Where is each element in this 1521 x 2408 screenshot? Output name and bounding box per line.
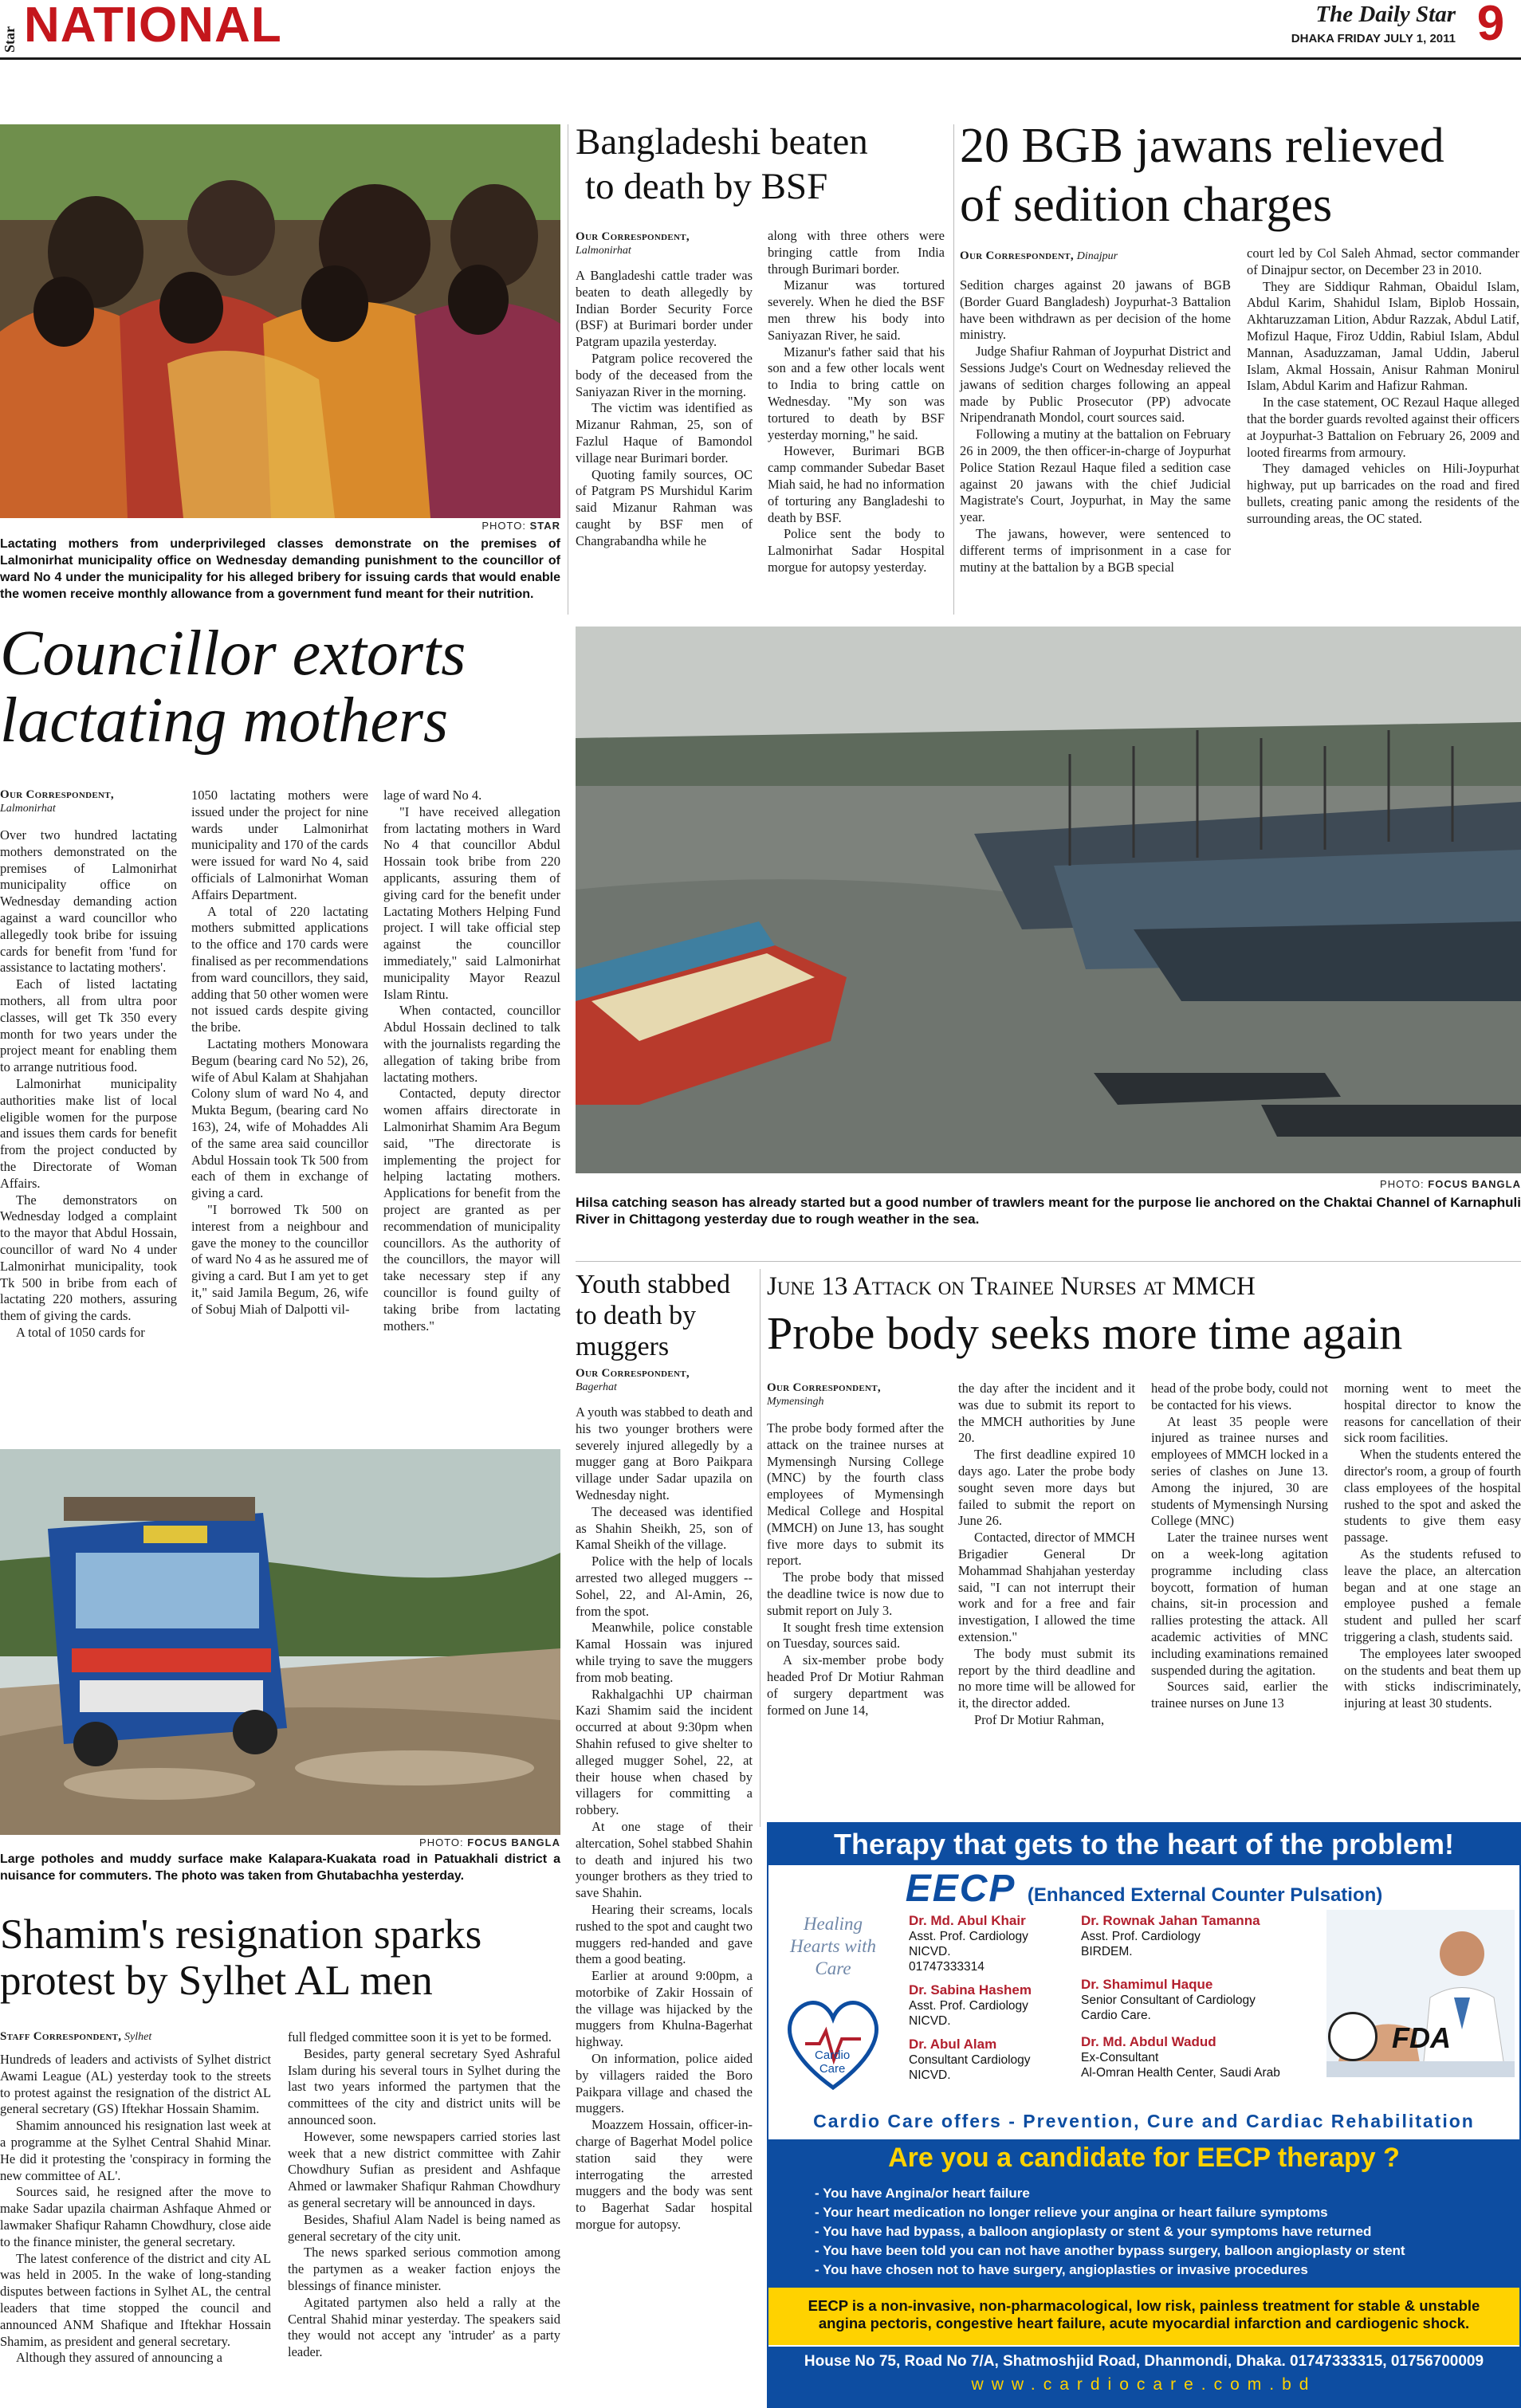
byline-location: Dinajpur: [1076, 250, 1118, 262]
heart-text-2: Hearts with: [790, 1936, 876, 1956]
headline-line-2: of sedition charges: [960, 178, 1333, 232]
headline-line-2: lactating mothers: [0, 685, 449, 756]
heart-icon: [773, 1980, 893, 2100]
byline-youth: [576, 1366, 753, 1400]
headline-line-2: protest by Sylhet AL men: [0, 1958, 433, 2004]
byline-name: Our Correspondent,: [960, 249, 1074, 262]
byline-location: Bagerhat: [576, 1381, 617, 1393]
headline-line-1: Youth stabbed: [576, 1270, 730, 1299]
headline-probe: Probe body seeks more time again: [767, 1307, 1403, 1359]
photo-trawlers: [576, 627, 1521, 1173]
headline-youth: [576, 1269, 753, 1362]
byline-location: Lalmonirhat: [0, 803, 56, 815]
doctor-entry: Dr. Rownak Jahan Tamanna Asst. Prof. Cardiology BIRDEM.: [1081, 1913, 1260, 1958]
byline-name: Our Correspondent,: [576, 230, 690, 243]
paper-name: The Daily Star: [1315, 2, 1456, 27]
credit-source: STAR: [529, 520, 560, 532]
trawler-photo-caption: Hilsa catching season has already started but a good number of trawlers meant for the purpose lie anchored on the Chaktai Channel of Karnaphuli River in Chittagong yesterday due to rough weather in the sea.: [576, 1195, 1521, 1227]
ad-summary: [768, 2288, 1519, 2345]
headline-line-1: Bangladeshi beaten: [576, 121, 868, 163]
article-councillor-col3: lage of ward No 4. "I have received allegation from lactating mothers in Ward No 4 that councillor Abdul Hossain took bribe from 220 applicants, assuring them of giving card for the benefit under Lactating Mothers Helping Fund project. I will take official step against the councillor immediately," said Lalmonirhat municipality Mayor Reazul Islam Rintu. When contacted, councillor Abdul Hossain declined to talk with the journalists regarding the allegation of taking bribe from lactating mothers. Contacted, deputy director women affairs directorate in Lalmonirhat Shamim Ara Begum said, "The directorate is implementing the project for helping lactating mothers. Applications for benefit from the project are granted as per recommendation of municipality councillors. As the authority of the councillors, the mayor will take necessary step if any councillor is found guilty of taking bribe from lactating mothers.": [383, 788, 560, 1334]
article-bsf-col1: A Bangladeshi cattle trader was beaten to death allegedly by Indian Border Security Force (BSF) at Burimari border under Patgram upazila yesterday. Patgram police recovered the body of the deceased from the Saniyazan River in the morning. The victim was identified as Mizanur Rahman, 25, son of Fazlul Haque of Bamondol village near Burimari border. Quoting family sources, OC of Patgram PS Murshidul Karim said Mizanur Rahman was caught by BSF men of Changrabandha while he: [576, 268, 753, 548]
photo-bus: [0, 1449, 560, 1835]
article-probe-col2: the day after the incident and it was due to submit its report to the MMCH authorities by June 20. The first deadline expired 10 days ago. Later the probe body sought seven more days but failed to submit the report on June 26. Contacted, director of MMCH Brigadier General Dr Mohammad Shahjahan yesterday said, "I can not interrupt their work and for a free and fair investigation, I allowed the time extension." The body must submit its report by the third deadline and no more time will be allowed for it, the director added. Prof Dr Motiur Rahman,: [958, 1381, 1135, 1727]
byline-name: Our Correspondent,: [767, 1381, 881, 1394]
article-probe-col3: head of the probe body, could not be contacted for his views. At least 35 people were injured as trainee nurses and employees of MMCH locked in a series of clashes on June 13. Among the injured, 30 are students of Mymensingh Nursing College (MNC) Later the trainee nurses went on a week-long agitation programme including class boycott, formation of human chains, sit-in procession and rallies protesting the attack. All academic activities of MNC including examinations remained suspended during the agitation. Sources said, earlier the trainee nurses on June 13: [1151, 1381, 1328, 1711]
ad-brand-full: (Enhanced External Counter Pulsation): [1027, 1884, 1383, 1906]
rule-horizontal-youth: [576, 1261, 1521, 1262]
byline-name: Our Correspondent,: [576, 1367, 690, 1380]
ad-footer: [768, 2347, 1519, 2406]
star-mark: Star: [2, 26, 18, 53]
ad-website: www.cardiocare.com.bd: [971, 2375, 1317, 2394]
masthead: [0, 0, 1521, 65]
doctor-entry: Dr. Md. Abdul Wadud Ex-Consultant Al-Omran Health Center, Saudi Arab: [1081, 2034, 1280, 2080]
page-number: 9: [1476, 0, 1505, 51]
checklist-item: - Your heart medication no longer relieve your angina or heart failure symptoms: [815, 2205, 1328, 2220]
article-bsf-col2: along with three others were bringing cattle from India through Burimari border. Mizanur was tortured severely. When he died the BSF men threw his body into Saniyazan River, he said. Mizanur's father said that his son and a few other locals went to India to bring cattle on Wednesday. "My son was tortured to death by BSF yesterday morning," he said. However, Burimari BGB camp commander Subedar Baset Miah said, he had no information of torturing any Bangladeshi to death by BSF. Police sent the body to Lalmonirhat Sadar Hospital morgue for autopsy yesterday.: [768, 228, 945, 575]
headline-line-3: muggers: [576, 1332, 670, 1361]
bus-photo-credit: [0, 1836, 560, 1848]
doctor-list-right: [1081, 1913, 1320, 2080]
ad-question: Are you a candidate for EECP therapy ?: [888, 2143, 1400, 2173]
article-probe-col1: The probe body formed after the attack on the trainee nurses at Mymensingh Nursing College (MNC) by the fourth class employees of Mymensingh Medical College and Hospital (MMCH) on June 13, has sought five more days to submit its report. The probe body that missed the deadline twice is now due to submit report on July 3. It sought fresh time extension on Tuesday, sources said. A six-member probe body headed Prof Dr Motiur Rahman of surgery department was formed on June 14,: [767, 1420, 944, 1718]
article-shamim-col1: Hundreds of leaders and activists of Sylhet district Awami League (AL) yesterday took to the streets to protest against the resignation of the district AL general secretary (GS) Iftekhar Hossain Shamim. Shamim announced his resignation last week at a programme at the Sylhet Central Shahid Minar. He did it protesting the 'conspiracy in forming the new committee of AL'. Sources said, he resigned after the move to make Sadar upazila chairman Ashfaque Ahmed or lawmaker Shafiqur Rahamn Chowdhury, close aide to the finance minister, the general secretary. The latest conference of the district and city AL was held in 2005. In the wake of long-standing disputes between factions in Sylhet AL, the central leaders that time stopped the council and announced ANM Shafique and Iftekhar Hossain Shamim, as president and general secretary. Although they assured of announcing a: [0, 2052, 271, 2366]
checklist-item: - You have Angina/or heart failure: [815, 2186, 1030, 2201]
logo-text-1: Cardio: [815, 2049, 851, 2062]
rule-vertical-2: [953, 124, 954, 615]
article-councillor-col1: Over two hundred lactating mothers demonstrated on the premises of Lalmonirhat municipality office on Wednesday demanding action against a ward councillor who allegedly took bribe for issuing cards for benefit from 'fund for assistance to lactating mothers'. Each of listed lactating mothers, all from ultra poor classes, will get Tk 350 every month for two years under the project meant for enabling them to arrange nutritious food. Lalmonirhat municipality authorities make list of local eligible women for the purpose and issues them cards for benefit from the project conducted by the Directorate of Woman Affairs. The demonstrators on Wednesday lodged a complaint to the mayor that Abdul Hossain, councillor of ward No 4 under Lalmonirhat municipality, took Tk 500 in bribe from each of lactating 220 mothers, assuring them of giving the cards. A total of 1050 cards for: [0, 827, 177, 1340]
ad-summary-line-2: angina pectoris, congestive heart failure, acute myocardial infarction and cardiogenic shock.: [818, 2315, 1470, 2331]
doctor-entry: Dr. Md. Abul Khair Asst. Prof. Cardiology NICVD. 01747333314: [909, 1913, 1028, 1974]
byline-location: Sylhet: [124, 2031, 152, 2043]
heart-text-1: Healing: [803, 1914, 863, 1934]
doctor-entry: Dr. Sabina Hashem Asst. Prof. Cardiology NICVD.: [909, 1982, 1032, 2028]
article-bgb-col1: Sedition charges against 20 jawans of BGB (Border Guard Bangladesh) Joypurhat-3 Battalion have been withdrawn as per decision of the home ministry. Judge Shafiur Rahman of Joypurhat District and Sessions Judge's Court on Wednesday relieved the jawans of sedition charges following an appeal made by Public Prosecutor (PP) advocate Nripendranath Mondol, court sources said. Following a mutiny at the battalion on February 26 in 2009, the then officer-in-charge of Joypurhat Police Station Rezaul Haque filed a sedition case against 20 jawans with the chief Judicial Magistrate's Court, Joypurhat, in May the same year. The jawans, however, were sentenced to different terms of imprisonment in a case for mutiny at the battalion by a BGB special: [960, 277, 1231, 575]
byline-bgb: [960, 249, 1231, 269]
byline-bsf: [576, 230, 751, 269]
byline-location: Lalmonirhat: [576, 245, 631, 257]
hhs-seal-icon: [1328, 2012, 1378, 2061]
checklist-item: - You have chosen not to have surgery, angioplasties or invasive procedures: [815, 2262, 1308, 2277]
article-councillor-col2: 1050 lactating mothers were issued under the project for nine wards under Lalmonirhat municipality and 170 of the cards were issued for ward No 4, said officials of Lalmonirhat Woman Affairs Department. A total of 220 lactating mothers submitted applications to the office and 170 cards were finalised as per recommendations from ward councillors, they said, adding that 50 other women were not issued cards despite giving the bribe. Lactating mothers Monowara Begum (bearing card No 52), 26, wife of Abul Kalam at Shahjahan Colony slum of ward No 4, and Mukta Begum, (bearing card No 163), 24, wife of Mohaddes Ali of the same area said councillor Abdul Hossain took Tk 500 from each of them in exchange of giving a card. "I borrowed Tk 500 on interest from a neighbour and gave the money to the councillor of ward No 4 as he assured me of giving a card. But I am yet to get it," said Jamila Begum, 26, wife of Sobuj Miah of Dalpotti vil-: [191, 788, 368, 1317]
byline-probe: [767, 1381, 944, 1414]
section-title: NATIONAL: [24, 0, 282, 53]
headline-line-1: Shamim's resignation sparks: [0, 1911, 482, 1958]
headline-shamim: [0, 1911, 560, 2004]
headline-bsf: [576, 120, 946, 209]
byline-location: Mymensingh: [767, 1396, 824, 1408]
byline-name: Staff Correspondent,: [0, 2030, 122, 2043]
checklist-item: - You have been told you can not have another bypass surgery, balloon angioplasty or stent: [815, 2243, 1405, 2258]
photo-caption: Lactating mothers from underprivileged classes demonstrate on the premises of Lalmonirhat municipality office on Wednesday demanding punishment to the councillor of ward No 4 under the municipality for his alleged bribery for issuing cards that would enable the women receive monthly allowance from a government fund meant for their nutrition.: [0, 537, 560, 601]
ad-tagline: Therapy that gets to the heart of the problem!: [768, 1824, 1519, 1865]
ad-question-box: [768, 2139, 1519, 2345]
headline-councillor: [0, 620, 560, 754]
byline-name: Our Correspondent,: [0, 788, 114, 801]
credit-label: PHOTO:: [419, 1836, 464, 1848]
cardio-care-logo: [773, 1913, 893, 2104]
photo-credit: [0, 520, 560, 532]
ad-address: House No 75, Road No 7/A, Shatmoshjid Road, Dhanmondi, Dhaka. 01747333315, 01756700009: [804, 2353, 1484, 2370]
headline-line-1: Councillor extorts: [0, 619, 466, 689]
article-youth-col: A youth was stabbed to death and his two younger brothers were severely injured allegedly by a mugger gang at Boro Paikpara village under Sadar upazila on Wednesday night. The deceased was identified as Shahin Sheikh, 25, son of Kamal Sheikh of the village. Police with the help of locals arrested two alleged muggers -- Sohel, 22, and Al-Amin, 26, from the spot. Meanwhile, police constable Kamal Hossain was injured while trying to save the muggers from mob beating. Rakhalgachhi UP chairman Kazi Shamim said the incident occurred at about 9:30pm when Shahin refused to give shelter to alleged mugger Sohel, 22, at their house when chased by villagers for committing a robbery. At one stage of their altercation, Sohel stabbed Shahin to death and injured his two younger brothers as they tried to save Shahin. Hearing their screams, locals rushed to the spot and caught two muggers red-handed and gave them a good beating. Earlier at around 9:00pm, a motorbike of Zakir Hossain of the village was hijacked by the muggers from Khulna-Bagerhat highway. On information, police aided by villagers raided the Boro Paikpara village and chased the muggers. Moazzem Hossain, officer-in-charge of Bagerhat Model police station said they were interrogating the arrested muggers and the body was sent to Bagerhat Sadar hospital morgue for autopsy.: [576, 1404, 753, 2233]
fda-logo: FDA: [1392, 2021, 1451, 2054]
doctor-list-left: [909, 1913, 1076, 2083]
ad-brand: EECP: [905, 1868, 1016, 1910]
byline-councillor: [0, 788, 177, 827]
article-shamim-col2: full fledged committee soon it is yet to be formed. Besides, party general secretary Syed Ashraful Islam during his several tours in Sylhet during the last two years informed the partymen that the committees of the city and district units will be announced soon. However, some newspapers carried stories last week that a new district committee with Zahir Chowdhury Sufian as president and Ashfaque Ahmed or lawmaker Shafiqur Rahman Chowdhury as general secretary will be announced in days. Besides, Shafiul Alam Nadel is being named as general secretary of the city unit. The news sparked serious commotion among the partymen as a weaker faction enjoys the blessings of finance minister. Agitated partymen also held a rally at the Central Shahid minar yesterday. The speakers said they would not accept any 'intruder' as a party leader.: [288, 2029, 560, 2360]
ad-offers: Cardio Care offers - Prevention, Cure and Cardiac Rehabilitation: [813, 2111, 1475, 2131]
article-probe-col4: morning went to meet the hospital director to know the reasons for cancellation of their sick room facilities. When the students entered the director's room, a group of fourth class employees of the hospital rushed to the spot and asked the students to give them easy passage. As the students refused to leave the place, an altercation began and at one stage an employee pushed a female student and pulled her scarf triggering a clash, students said. The employees later swooped on the students and beat them up with sticks indiscriminately, injuring at least 30 students.: [1344, 1381, 1521, 1711]
headline-line-1: 20 BGB jawans relieved: [960, 119, 1444, 173]
masthead-rule: [0, 57, 1521, 60]
headline-line-2: to death by: [576, 1301, 697, 1330]
credit-source: FOCUS BANGLA: [1428, 1178, 1521, 1190]
logo-text-2: Care: [819, 2062, 846, 2076]
ad-summary-line-1: EECP is a non-invasive, non-pharmacological, low risk, painless treatment for stable & unstable: [808, 2297, 1480, 2314]
ad-brand-row: [768, 1867, 1519, 1910]
headline-bgb: [960, 116, 1521, 234]
checklist-item: - You have had bypass, a balloon angioplasty or stent & your symptoms have returned: [815, 2224, 1372, 2239]
doctor-entry: Dr. Abul Alam Consultant Cardiology NICVD.: [909, 2037, 1031, 2082]
heart-text-3: Care: [815, 1958, 851, 1978]
photo-lactating-mothers: [0, 124, 560, 518]
probe-kicker: June 13 Attack on Trainee Nurses at MMCH: [767, 1272, 1256, 1301]
article-bgb-col2: court led by Col Saleh Ahmad, sector commander of Dinajpur sector, on December 23 in 2010. They are Siddiqur Rahman, Obaidul Islam, Abdul Karim, Shahidul Islam, Biplob Hossain, Akhtaruzzaman Lition, Abdur Razzak, Abdul Latif, Mofizul Haque, Firoz Uddin, Rabiul Islam, Abdul Mannan, Asaduzzaman, Jamal Uddin, Jaberul Islam, Akmal Hossain, Anisur Rahman Monirul Islam, Abdul Karim and Hafizur Rahman. In the case statement, OC Rezaul Haque alleged that the border guards revolted against their officers at Joypurhat-3 Battalion on February 26, 2009 and looted firearms from armoury. They damaged vehicles on Hili-Joypurhat highway, put up barricades on the road and fired bullets, creating panic among the residents of the surrounding areas, the OC stated.: [1247, 246, 1519, 526]
credit-label: PHOTO:: [1380, 1178, 1425, 1190]
dateline: DHAKA FRIDAY JULY 1, 2011: [1291, 32, 1456, 45]
bus-photo-caption: Large potholes and muddy surface make Kalapara-Kuakata road in Patuakhali district a nuisance for commuters. The photo was taken from Ghutabachha yesterday.: [0, 1852, 560, 1883]
byline-shamim: [0, 2029, 271, 2051]
doctor-illustration: [1326, 1910, 1515, 2077]
doctor-entry: Dr. Shamimul Haque Senior Consultant of Cardiology Cardio Care.: [1081, 1977, 1256, 2022]
trawler-photo-credit: [576, 1178, 1521, 1190]
headline-line-2: to death by BSF: [585, 166, 828, 207]
eecp-advertisement: [767, 1822, 1521, 2408]
credit-label: PHOTO:: [481, 520, 526, 532]
credit-source: FOCUS BANGLA: [467, 1836, 560, 1848]
